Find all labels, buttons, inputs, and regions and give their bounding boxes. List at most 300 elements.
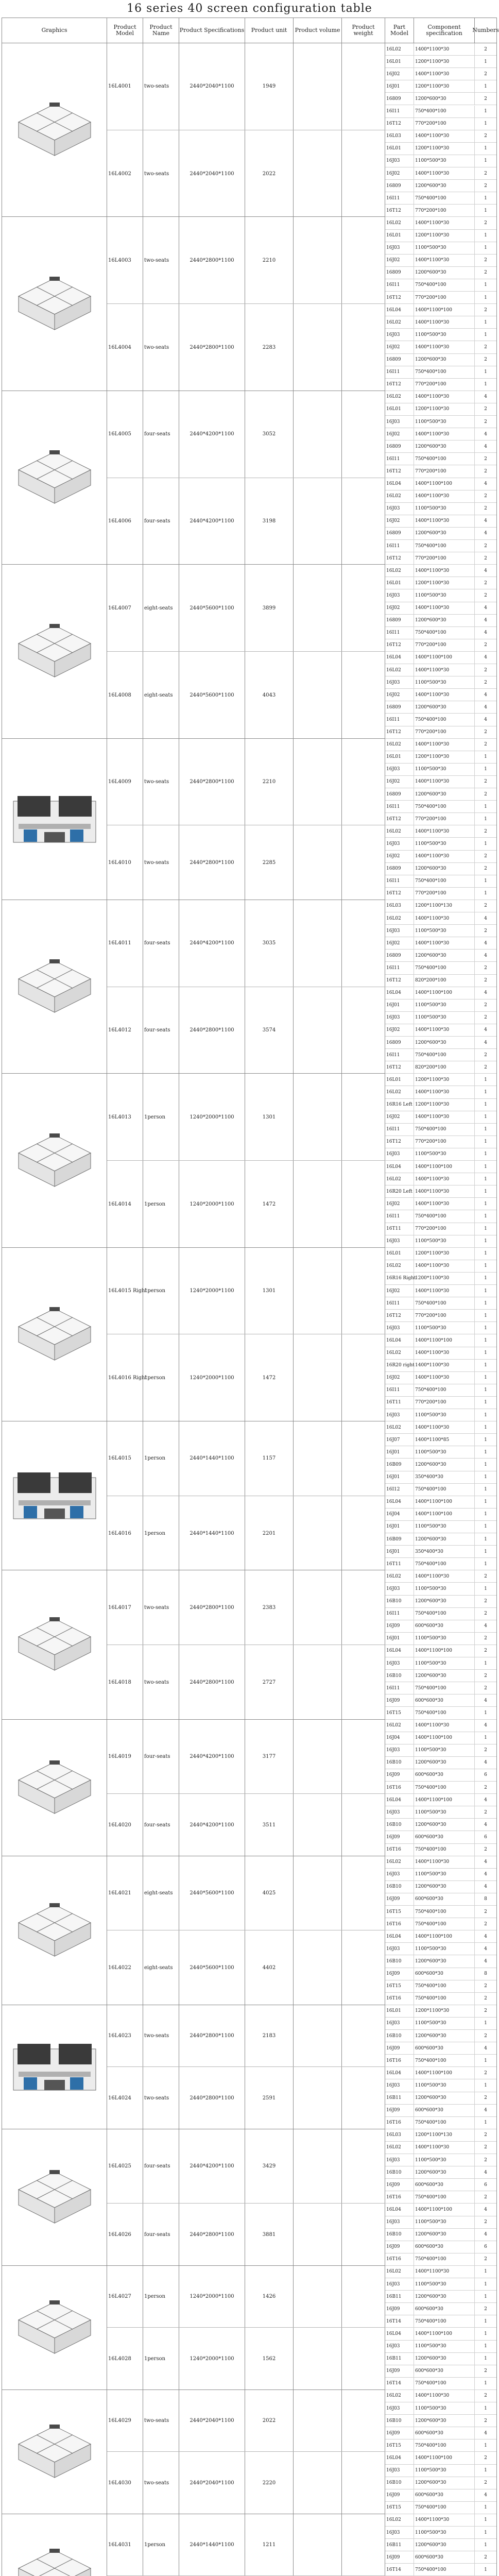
- component-row: [385, 130, 496, 143]
- component-row: [385, 2018, 496, 2030]
- component-spec: 1400*1100*100: [414, 478, 475, 490]
- component-row: [385, 652, 496, 664]
- component-part: 16J03: [385, 416, 414, 428]
- component-spec: 1100*500*30: [414, 1521, 475, 1533]
- header-cell: Graphics: [2, 18, 107, 43]
- component-part: 16J02: [385, 341, 414, 353]
- component-part: 16L04: [385, 1496, 414, 1508]
- component-row: [385, 2452, 496, 2464]
- product-name: two-seats: [143, 304, 179, 391]
- component-spec: 1400*1100*30: [414, 937, 475, 949]
- component-spec: 750*400*100: [414, 1980, 475, 1992]
- product-model: 16L4025: [107, 2129, 143, 2204]
- component-spec: 1400*1100*100: [414, 1161, 475, 1173]
- product-name: four-seats: [143, 2129, 179, 2204]
- product-name: 1person: [143, 1421, 179, 1496]
- component-part: 16B10: [385, 1596, 414, 1607]
- component-row: [385, 999, 496, 1012]
- component-row: [385, 2477, 496, 2489]
- component-part: 16J03: [385, 2465, 414, 2477]
- component-spec: 1100*500*30: [414, 155, 475, 167]
- product-weight: [342, 2204, 385, 2266]
- component-row: [385, 1198, 496, 1210]
- product-row: [107, 1570, 496, 1645]
- component-qty: 1: [484, 233, 487, 239]
- product-unit: 1211: [245, 2514, 294, 2576]
- component-qty: 2: [484, 2257, 487, 2262]
- component-row: [385, 589, 496, 602]
- component-row: [385, 440, 496, 453]
- product-weight: [342, 1930, 385, 2005]
- product-model: 16L4024: [107, 2067, 143, 2129]
- product-model: 16L4031: [107, 2514, 143, 2576]
- component-part: 16L01: [385, 751, 414, 763]
- component-row: [385, 354, 496, 366]
- component-qty: 4: [484, 940, 487, 946]
- component-row: [385, 1347, 496, 1360]
- component-part: 16B10: [385, 1955, 414, 1967]
- product-spec: 1240*2000*1100: [179, 2266, 245, 2328]
- component-qty: 2: [484, 344, 487, 350]
- component-part: 16J03: [385, 1148, 414, 1160]
- component-row: [385, 1720, 496, 1732]
- component-spec: 1100*500*30: [414, 329, 475, 341]
- component-qty: 2: [484, 1748, 487, 1753]
- component-row: [385, 2551, 496, 2564]
- component-spec: 1100*500*30: [414, 925, 475, 937]
- component-spec: 1400*1100*30: [414, 776, 475, 788]
- component-qty: 2: [484, 183, 487, 189]
- component-part: 16T16: [385, 1918, 414, 1930]
- component-row: [385, 391, 496, 403]
- component-qty: 4: [484, 630, 487, 636]
- component-spec: 1400*1100*30: [414, 515, 475, 527]
- product-model: 16L4005: [107, 391, 143, 478]
- component-qty: 1: [484, 2405, 487, 2411]
- product-spec: 1240*2000*1100: [179, 1334, 245, 1421]
- component-qty: 2: [484, 1636, 487, 1641]
- component-row: [385, 1509, 496, 1521]
- component-qty: 1: [484, 1586, 487, 1591]
- component-part: 16J01: [385, 1633, 414, 1645]
- component-qty: 1: [484, 1089, 487, 1095]
- component-part: 16B10: [385, 2477, 414, 2489]
- header-cell: Product Name: [143, 18, 179, 43]
- component-qty: 2: [484, 903, 487, 909]
- component-part: 16J09: [385, 2042, 414, 2054]
- product-row: [107, 2204, 496, 2266]
- component-qty: 1: [484, 1660, 487, 1666]
- component-qty: 2: [484, 1921, 487, 1927]
- product-group: [2, 1421, 496, 1570]
- component-part: 16T14: [385, 2315, 414, 2327]
- component-spec: 820*200*100: [414, 975, 475, 987]
- component-spec: 750*400*100: [414, 2564, 475, 2575]
- product-unit: 3177: [245, 1720, 294, 1794]
- product-group: [2, 217, 496, 391]
- component-row: [385, 341, 496, 353]
- component-spec: 1400*1100*30: [414, 428, 475, 440]
- component-spec: 1200*600*30: [414, 1881, 475, 1893]
- product-model: 16L4003: [107, 217, 143, 303]
- component-spec: 600*600*30: [414, 2303, 475, 2315]
- component-part: 16L02: [385, 1173, 414, 1185]
- product-weight: [342, 652, 385, 739]
- component-qty: 2: [484, 506, 487, 512]
- workstation-graphic: [2, 2129, 107, 2265]
- component-qty: 2: [484, 1648, 487, 1654]
- product-volume: [294, 1720, 342, 1794]
- component-row: [385, 2390, 496, 2402]
- component-row: [385, 329, 496, 341]
- product-volume: [294, 1074, 342, 1160]
- product-row: [107, 43, 496, 130]
- component-row: [385, 1583, 496, 1595]
- product-model: 16L4008: [107, 652, 143, 739]
- component-qty: 4: [484, 1760, 487, 1766]
- component-spec: 350*400*30: [414, 1471, 475, 1483]
- component-row: [385, 2229, 496, 2241]
- workstation-graphic: [2, 565, 107, 738]
- component-part: 16L02: [385, 1086, 414, 1098]
- component-part: 16809: [385, 701, 414, 713]
- product-group: [2, 1720, 496, 1856]
- component-part: 16J03: [385, 764, 414, 775]
- component-row: [385, 2067, 496, 2079]
- component-spec: 1100*500*30: [414, 1322, 475, 1334]
- product-model: 16L4015: [107, 1421, 143, 1496]
- component-qty: 2: [484, 928, 487, 934]
- component-row: [385, 1881, 496, 1893]
- component-qty: 4: [484, 704, 487, 710]
- product-weight: [342, 900, 385, 987]
- component-spec: 750*400*100: [414, 1707, 475, 1719]
- workstation-graphic: [2, 217, 107, 390]
- component-qty: 2: [484, 791, 487, 797]
- product-volume: [294, 2514, 342, 2576]
- component-part: 16B09: [385, 1533, 414, 1545]
- component-spec: 1200*1100*30: [414, 1273, 475, 1284]
- component-part: 16I11: [385, 801, 414, 812]
- component-row: [385, 1260, 496, 1273]
- component-row: [385, 528, 496, 540]
- component-part: 16J03: [385, 838, 414, 850]
- component-row: [385, 1248, 496, 1260]
- component-spec: 1400*1100*30: [414, 2142, 475, 2154]
- component-spec: 1200*600*30: [414, 1596, 475, 1607]
- component-part: 16T12: [385, 975, 414, 987]
- component-qty: 2: [484, 2393, 487, 2399]
- component-row: [385, 776, 496, 788]
- component-part: 16T12: [385, 888, 414, 900]
- component-part: 16L04: [385, 1334, 414, 1346]
- component-spec: 1200*1100*30: [414, 1248, 475, 1260]
- component-row: [385, 155, 496, 167]
- table-body: [2, 43, 496, 2576]
- component-qty: 1: [484, 841, 487, 846]
- product-volume: [294, 391, 342, 478]
- component-row: [385, 1533, 496, 1546]
- product-name: eight-seats: [143, 565, 179, 651]
- component-row: [385, 2105, 496, 2117]
- product-volume: [294, 478, 342, 565]
- component-part: 16J09: [385, 2365, 414, 2377]
- component-part: 16L03: [385, 900, 414, 912]
- component-spec: 600*600*30: [414, 2042, 475, 2054]
- component-row: [385, 1633, 496, 1645]
- product-group: [2, 2005, 496, 2129]
- component-qty: 1: [484, 1561, 487, 1567]
- component-qty: 1: [484, 1449, 487, 1455]
- component-spec: 1100*500*30: [414, 2341, 475, 2352]
- component-qty: 1: [484, 1189, 487, 1194]
- component-row: [385, 751, 496, 764]
- component-qty: 1: [484, 816, 487, 822]
- component-qty: 1: [484, 2331, 487, 2336]
- product-model: 16L4010: [107, 825, 143, 900]
- product-weight: [342, 130, 385, 217]
- component-qty: 1: [484, 891, 487, 896]
- product-name: 1person: [143, 2328, 179, 2390]
- component-part: 16T12: [385, 118, 414, 130]
- component-row: [385, 1099, 496, 1111]
- component-row: [385, 987, 496, 999]
- component-part: 16J09: [385, 2489, 414, 2501]
- component-spec: 1100*500*30: [414, 1869, 475, 1880]
- component-spec: 770*200*100: [414, 205, 475, 216]
- component-part: 16I11: [385, 627, 414, 639]
- component-qty: 6: [484, 1772, 487, 1778]
- component-spec: 1400*1100*30: [414, 912, 475, 924]
- component-qty: 2: [484, 2145, 487, 2150]
- component-part: 16J09: [385, 1769, 414, 1781]
- component-spec: 1100*500*30: [414, 1744, 475, 1756]
- component-part: 16B10: [385, 2030, 414, 2042]
- component-row: [385, 1161, 496, 1173]
- component-part: 16T14: [385, 2564, 414, 2575]
- component-qty: 1: [484, 382, 487, 387]
- component-qty: 2: [484, 1599, 487, 1604]
- product-volume: [294, 2204, 342, 2266]
- product-weight: [342, 2266, 385, 2328]
- component-part: 16809: [385, 863, 414, 875]
- component-part: 16T16: [385, 1844, 414, 1856]
- workstation-graphic: [2, 1248, 107, 1421]
- product-spec: 2440*2800*1100: [179, 2005, 245, 2067]
- component-row: [385, 1334, 496, 1347]
- component-qty: 1: [484, 332, 487, 337]
- component-row: [385, 143, 496, 155]
- product-group: [2, 391, 496, 565]
- component-part: 16J03: [385, 1744, 414, 1756]
- component-part: 16J03: [385, 2018, 414, 2029]
- component-spec: 750*400*100: [414, 1918, 475, 1930]
- component-spec: 1400*1100*30: [414, 825, 475, 837]
- component-qty: 1: [484, 1425, 487, 1430]
- component-spec: 1200*600*30: [414, 354, 475, 366]
- component-qty: 2: [484, 171, 487, 176]
- component-row: [385, 2514, 496, 2527]
- product-name: 1person: [143, 1496, 179, 1571]
- component-row: [385, 1570, 496, 1583]
- component-row: [385, 453, 496, 465]
- product-spec: 2440*1440*1100: [179, 2514, 245, 2576]
- component-spec: 770*200*100: [414, 813, 475, 825]
- component-part: 16L04: [385, 987, 414, 999]
- component-row: [385, 1993, 496, 2005]
- component-qty: 1: [484, 208, 487, 213]
- component-part: 16J02: [385, 167, 414, 179]
- component-qty: 4: [484, 1884, 487, 1890]
- product-name: two-seats: [143, 43, 179, 130]
- component-part: 16L02: [385, 1347, 414, 1359]
- component-spec: 1400*1100*30: [414, 130, 475, 142]
- component-part: 16L02: [385, 217, 414, 229]
- product-model: 16L4019: [107, 1720, 143, 1794]
- component-spec: 750*400*100: [414, 1682, 475, 1694]
- component-spec: 1200*600*30: [414, 1819, 475, 1831]
- component-qty: 2: [484, 1015, 487, 1021]
- component-part: 16809: [385, 615, 414, 626]
- component-qty: 1: [484, 1201, 487, 1207]
- component-row: [385, 93, 496, 105]
- component-spec: 1200*600*30: [414, 440, 475, 452]
- component-spec: 1400*1100*100: [414, 652, 475, 664]
- product-spec: 2440*2800*1100: [179, 987, 245, 1074]
- product-model: 16L4016 Right: [107, 1334, 143, 1421]
- component-row: [385, 1546, 496, 1558]
- component-spec: 750*400*100: [414, 2191, 475, 2203]
- product-weight: [342, 1794, 385, 1856]
- component-spec: 1400*1100*30: [414, 1856, 475, 1868]
- component-part: 16L02: [385, 2390, 414, 2402]
- product-row: [107, 2129, 496, 2204]
- product-volume: [294, 2067, 342, 2129]
- product-weight: [342, 304, 385, 391]
- product-row: [107, 652, 496, 739]
- component-row: [385, 863, 496, 875]
- component-row: [385, 1012, 496, 1024]
- component-qty: 4: [484, 431, 487, 437]
- product-spec: 1240*2000*1100: [179, 2328, 245, 2390]
- component-row: [385, 1446, 496, 1459]
- component-spec: 770*200*100: [414, 379, 475, 391]
- component-qty: 1: [484, 1288, 487, 1294]
- component-part: 16809: [385, 354, 414, 366]
- component-part: 16L01: [385, 577, 414, 589]
- component-part: 16I11: [385, 875, 414, 887]
- component-spec: 750*400*100: [414, 106, 475, 117]
- component-row: [385, 205, 496, 217]
- component-spec: 750*400*100: [414, 801, 475, 812]
- component-qty: 2: [484, 2554, 487, 2560]
- component-part: 16L02: [385, 1570, 414, 1582]
- product-row: [107, 2514, 496, 2576]
- component-part: 16T12: [385, 292, 414, 303]
- component-qty: 1: [484, 2344, 487, 2349]
- component-qty: 2: [484, 1611, 487, 1617]
- component-part: 16J09: [385, 1620, 414, 1632]
- component-row: [385, 304, 496, 316]
- component-spec: 1200*1100*30: [414, 751, 475, 763]
- component-spec: 1200*1100*30: [414, 1074, 475, 1086]
- component-qty: 2: [484, 46, 487, 52]
- component-spec: 1200*600*30: [414, 2415, 475, 2427]
- component-part: 16J03: [385, 1657, 414, 1669]
- product-model: 16L4013: [107, 1074, 143, 1160]
- component-spec: 350*400*30: [414, 1546, 475, 1557]
- product-group: [2, 900, 496, 1074]
- component-qty: 2: [484, 1003, 487, 1008]
- component-row: [385, 2291, 496, 2303]
- component-row: [385, 851, 496, 863]
- product-unit: 1301: [245, 1074, 294, 1160]
- page-title: 16 series 40 screen configuration table: [127, 2, 372, 15]
- component-spec: 1400*1100*100: [414, 2204, 475, 2215]
- product-group: [2, 1570, 496, 1719]
- component-spec: 1400*1100*30: [414, 217, 475, 229]
- component-qty: 2: [484, 71, 487, 77]
- component-part: 16T12: [385, 379, 414, 391]
- component-row: [385, 1372, 496, 1384]
- component-row: [385, 316, 496, 329]
- product-group: [2, 2129, 496, 2266]
- component-part: 16B09: [385, 1459, 414, 1470]
- component-row: [385, 2341, 496, 2353]
- component-row: [385, 1918, 496, 1930]
- component-part: 16J03: [385, 1806, 414, 1818]
- component-qty: 4: [484, 394, 487, 400]
- workstation-graphic: [2, 2390, 107, 2514]
- component-qty: 2: [484, 680, 487, 685]
- component-spec: 1200*1100*30: [414, 80, 475, 92]
- component-spec: 1100*500*30: [414, 416, 475, 428]
- component-qty: 4: [484, 692, 487, 698]
- component-part: 16L02: [385, 43, 414, 55]
- component-qty: 2: [484, 730, 487, 735]
- component-qty: 1: [484, 1276, 487, 1281]
- component-part: 16T16: [385, 2191, 414, 2203]
- component-spec: 750*400*100: [414, 1297, 475, 1309]
- component-row: [385, 1235, 496, 1248]
- component-spec: 1400*1100*30: [414, 43, 475, 55]
- component-row: [385, 366, 496, 379]
- component-spec: 750*400*100: [414, 627, 475, 639]
- component-qty: 1: [484, 1363, 487, 1368]
- component-part: 16J03: [385, 2341, 414, 2352]
- component-part: 16I11: [385, 1297, 414, 1309]
- product-name: four-seats: [143, 987, 179, 1074]
- workstation-graphic: [2, 391, 107, 564]
- component-qty: 1: [484, 1164, 487, 1170]
- component-spec: 1400*1100*30: [414, 1173, 475, 1185]
- component-part: 16T12: [385, 1061, 414, 1073]
- component-qty: 4: [484, 1958, 487, 1964]
- component-row: [385, 1484, 496, 1496]
- component-part: 16J03: [385, 2278, 414, 2290]
- component-spec: 1400*1100*100: [414, 1930, 475, 1942]
- component-part: 16T16: [385, 1993, 414, 2005]
- component-qty: 2: [484, 2480, 487, 2486]
- product-name: four-seats: [143, 1794, 179, 1856]
- component-qty: 1: [484, 2021, 487, 2026]
- product-weight: [342, 1161, 385, 1248]
- component-part: 16J03: [385, 1409, 414, 1421]
- component-qty: 1: [484, 1475, 487, 1480]
- component-spec: 1400*1100*100: [414, 1794, 475, 1806]
- component-row: [385, 267, 496, 279]
- component-qty: 1: [484, 158, 487, 164]
